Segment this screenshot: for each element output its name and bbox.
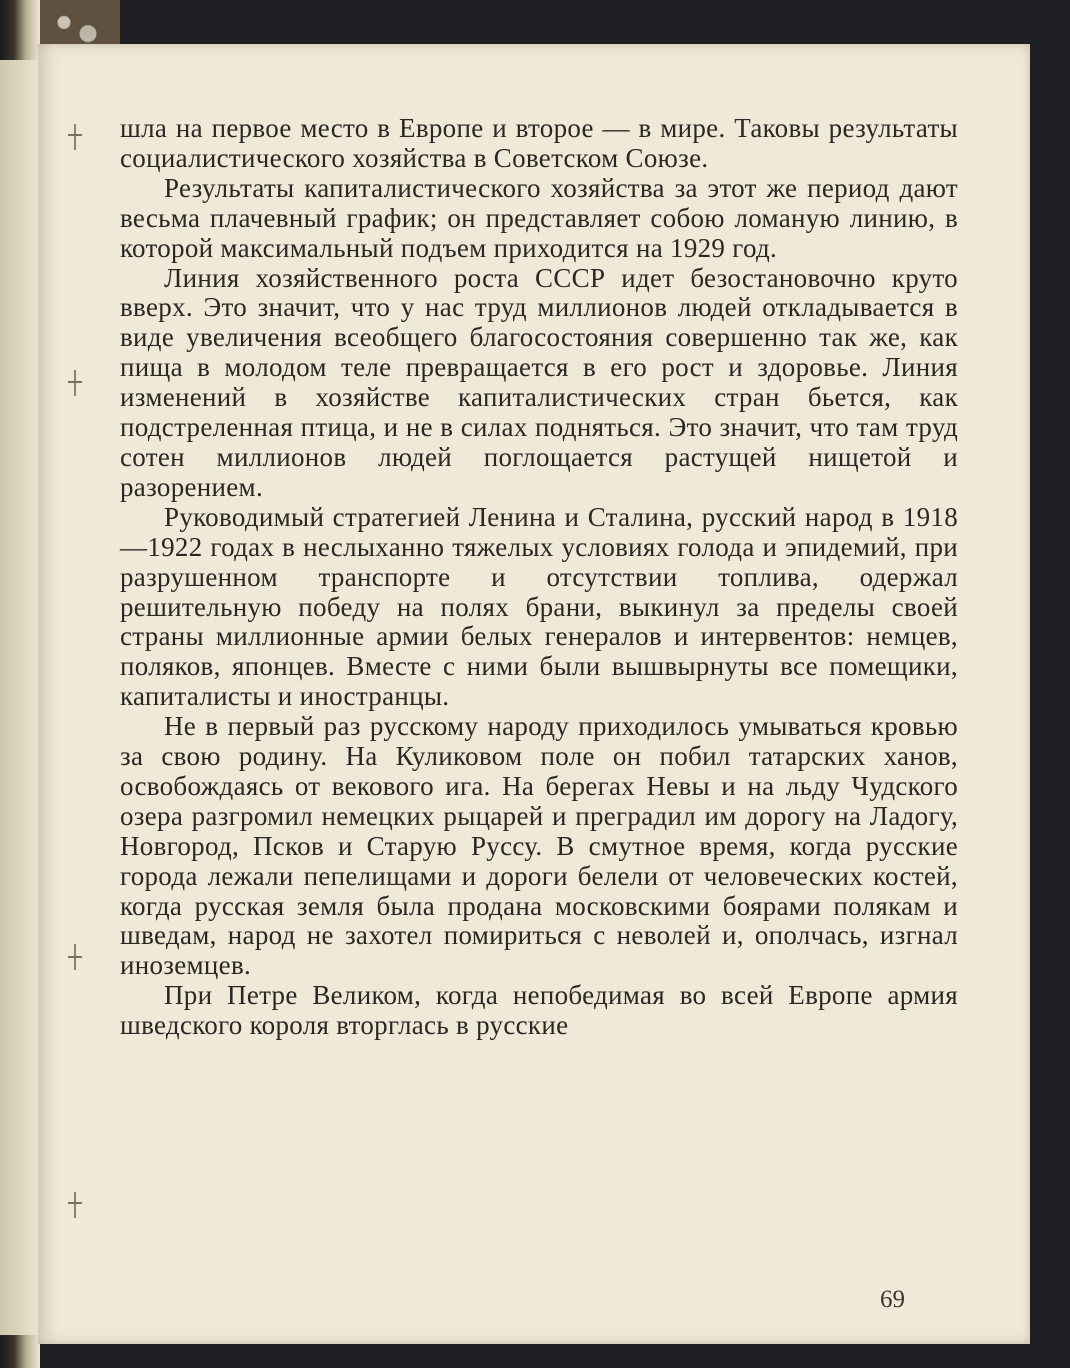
paragraph: Результаты капиталистического хозяйства за этот же период дают весьма плачевный график; он представляет собою ломаную линию, в которой максимальный подъем приходится на 1929 год. (120, 172, 958, 263)
paragraph: Линия хозяйственного роста СССР идет безостановочно круто вверх. Это значит, что у нас труд миллионов людей откладывается в виде увеличения всеобщего благосостояния совершенно так же, как пища в молодом теле превращается в его рост и здоровье. Линия изменений в хозяйстве капиталистических стран бьется, как подстреленная птица, и не в силах подняться. Это значит, что там труд сотен миллионов людей поглощается растущей нищетой и разорением. (120, 262, 958, 502)
binding-stitch (74, 370, 76, 396)
paragraph: При Петре Великом, когда непобедимая во всей Европе армия шведского короля вторглась в русские (120, 980, 958, 1041)
paragraph: Не в первый раз русскому народу приходилось умываться кровью за свою родину. На Куликовом поле он побил татарских ханов, освобождаясь от векового ига. На берегах Невы и на льду Чудского озера разгромил немецких рыцарей и преградил им дорогу на Ладогу, Новгород, Псков и Старую Руссу. В смутное время, когда русские города лежали пепелищами и дороги белели от человеческих костей, когда русская земля была продана московскими боярами полякам и шведам, народ не захотел помириться с неволей и, ополчась, изгнал иноземцев. (120, 711, 958, 981)
body-text (120, 114, 958, 1041)
page-number: 69 (880, 1286, 905, 1313)
binding-stitch (74, 124, 76, 150)
binding-stitch-tick (68, 956, 82, 958)
binding-stitch (74, 1192, 76, 1218)
paragraph: шла на первое место в Европе и второе — в мире. Таковы результаты социалистического хозяйства в Советском Союзе. (120, 113, 958, 173)
book-page (38, 44, 1030, 1344)
previous-page-edge (0, 60, 38, 1335)
paragraph: Руководимый стратегией Ленина и Сталина, русский народ в 1918—1922 годах в неслыханно тяжелых условиях голода и эпидемий, при разрушенном транспорте и отсутствии топлива, одержал решительную победу на полях брани, выкинул за пределы своей страны миллионные армии белых генералов и интервентов: немцев, поляков, японцев. Вместе с ними были вышвырнуты все помещики, капиталисты и иностранцы. (120, 501, 958, 712)
binding-stitch-tick (68, 1202, 82, 1204)
binding-stitch-tick (68, 381, 82, 383)
binding-stitch-tick (68, 134, 82, 136)
